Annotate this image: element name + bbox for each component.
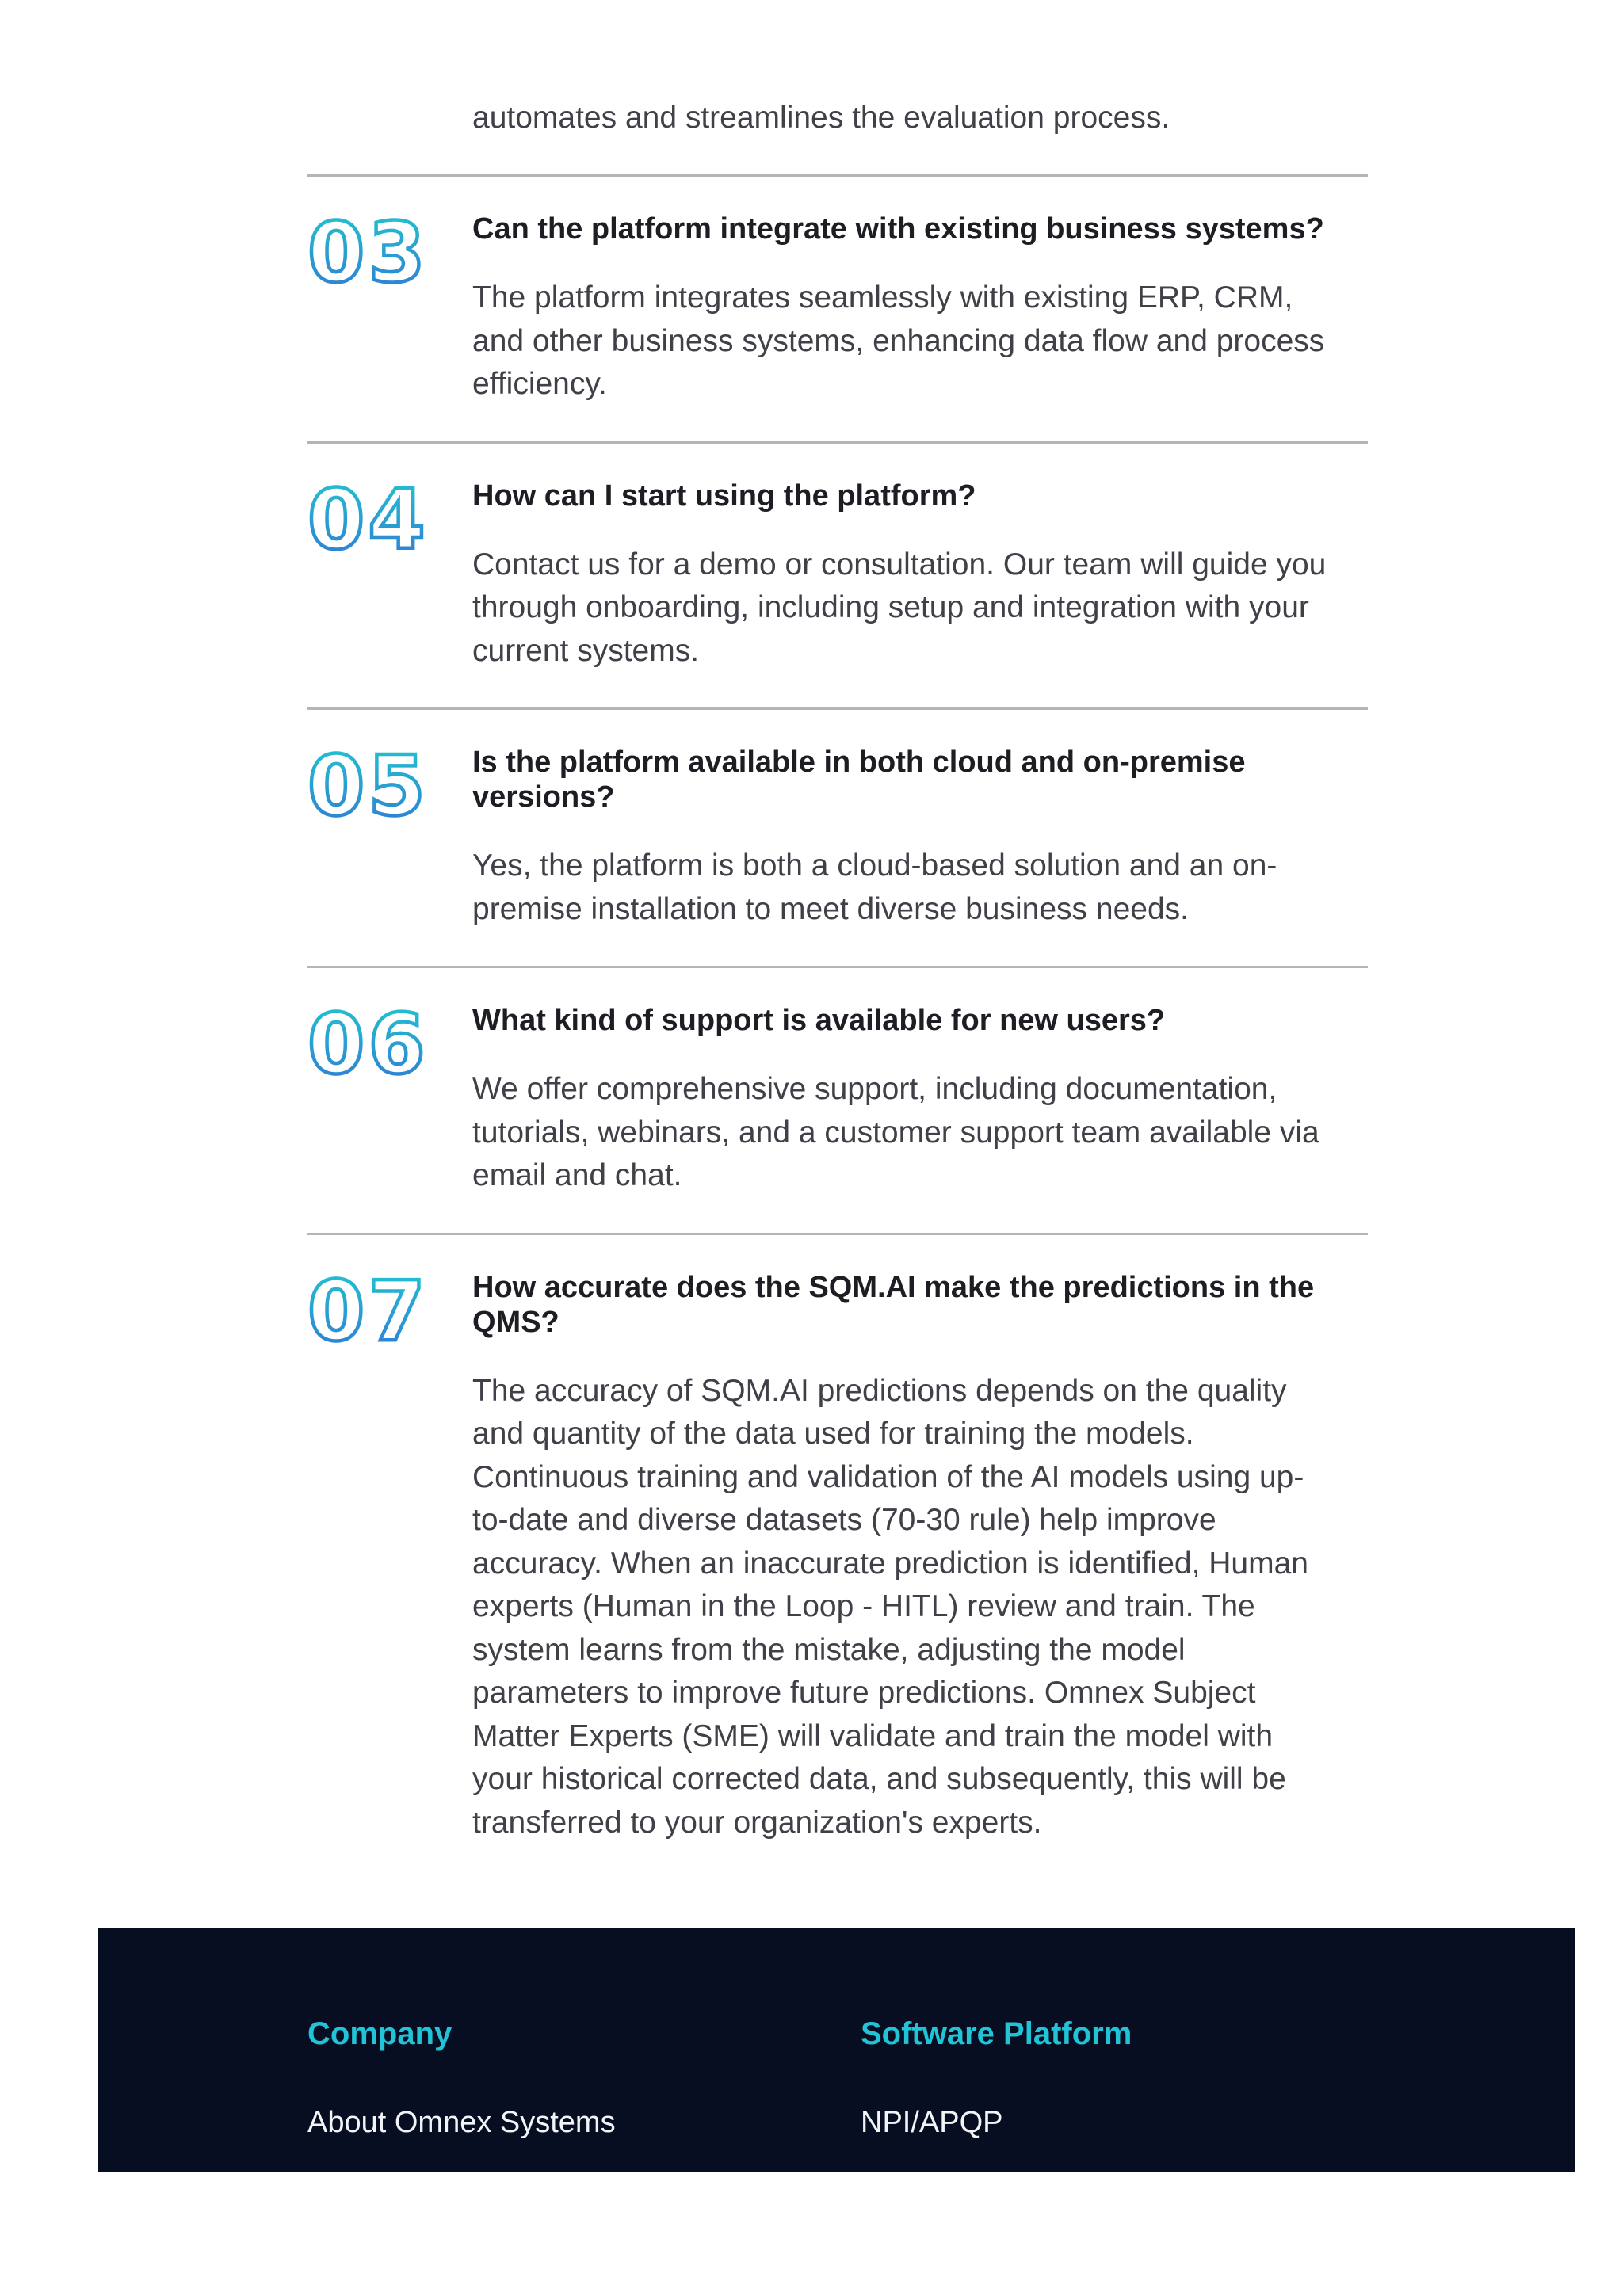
faq-number-text: 05 — [307, 742, 429, 829]
faq-answer: Contact us for a demo or consultation. Our team will guide you through onboarding, including setup and integration with your current systems. — [472, 547, 1327, 668]
footer-heading-company: Company — [307, 2016, 453, 2051]
faq-number-05 — [307, 742, 442, 829]
faq-question[interactable]: What kind of support is available for new users? — [472, 1004, 1166, 1037]
faq-answer: We offer comprehensive support, including documentation, tutorials, webinars, and a customer support team available via email and chat. — [472, 1072, 1319, 1192]
faq-number-07 — [307, 1267, 442, 1354]
faq-number-03 — [307, 208, 442, 296]
footer-column-company — [307, 2014, 616, 2141]
faq-number-text: 03 — [307, 208, 429, 296]
footer-column-software-platform — [861, 2014, 1132, 2141]
faq-number-text: 07 — [307, 1266, 429, 1354]
faq-item-05 — [307, 710, 1368, 966]
faq-number-06 — [307, 1000, 442, 1087]
footer-heading-software-platform: Software Platform — [861, 2016, 1132, 2051]
faq-item-04 — [307, 444, 1368, 708]
faq-number-text: 06 — [307, 1000, 429, 1087]
faq-number-04 — [307, 475, 442, 563]
faq-question[interactable]: Can the platform integrate with existing business systems? — [472, 212, 1324, 246]
faq-item-06 — [307, 968, 1368, 1233]
faq-question[interactable]: Is the platform available in both cloud and on-premise versions? — [472, 746, 1246, 814]
faq-answer: The platform integrates seamlessly with existing ERP, CRM, and other business systems, enhancing data flow and process efficiency. — [472, 280, 1325, 401]
faq-question[interactable]: How can I start using the platform? — [472, 479, 976, 513]
previous-answer-tail: automates and streamlines the evaluation process. — [472, 101, 1170, 135]
footer-link-about-omnex[interactable]: About Omnex Systems — [307, 2106, 616, 2139]
faq-number-text: 04 — [307, 475, 429, 563]
faq-item-03 — [307, 177, 1368, 441]
faq-answer: The accuracy of SQM.AI predictions depends on the quality and quantity of the data used for training the models. Continuous training and validation of the AI models using up-to-date and diverse datasets (70-30 rule) help improve accuracy. When an inaccurate prediction is identified, Human experts (Human in the Loop - HITL) review and train. The system learns from the mistake, adjusting the model parameters to improve future predictions. Omnex Subject Matter Experts (SME) will validate and train the model with your historical corrected data, and subsequently, this will be transferred to your organization's experts. — [472, 1373, 1308, 1840]
site-footer — [98, 1928, 1575, 2172]
faq-section — [307, 0, 1368, 1879]
footer-link-npi-apqp[interactable]: NPI/APQP — [861, 2106, 1003, 2139]
faq-answer: Yes, the platform is both a cloud-based solution and an on-premise installation to meet diverse business needs. — [472, 849, 1277, 926]
faq-item-07 — [307, 1235, 1368, 1880]
faq-question[interactable]: How accurate does the SQM.AI make the predictions in the QMS? — [472, 1270, 1315, 1339]
